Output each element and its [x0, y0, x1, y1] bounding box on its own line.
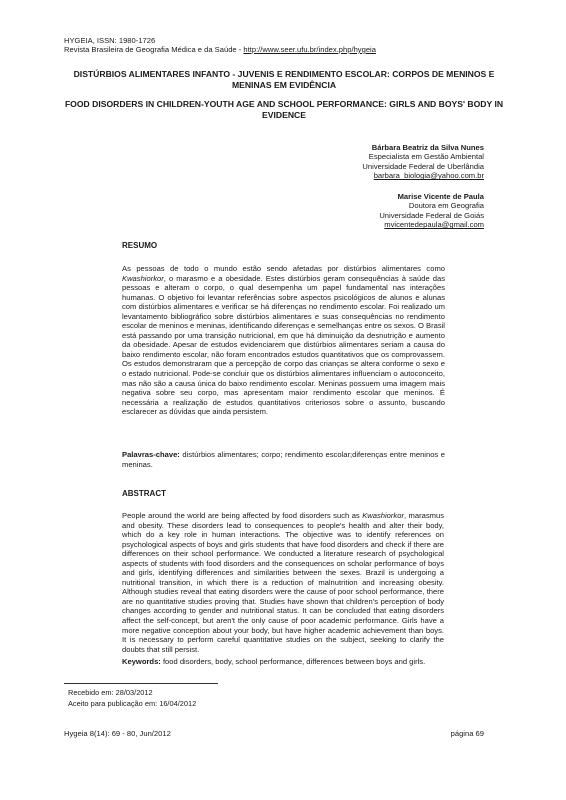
- resumo-keywords-text: distúrbios alimentares; corpo; rendimento escolar;diferenças entre meninos e meninas.: [122, 450, 445, 469]
- abstract-keywords: [122, 657, 444, 667]
- resumo-text-start: As pessoas de todo o mundo estão sendo afetadas por distúrbios alimentares como: [122, 264, 445, 273]
- author-role: Especialista em Gestão Ambiental: [368, 152, 484, 162]
- resumo-text-italic: Kwashiorkor: [122, 273, 164, 283]
- received-date: Recebido em: 28/03/2012: [68, 688, 153, 697]
- resumo-text-rest: , o marasmo e a obesidade. Estes distúrbios geram consequências à saúde das pessoas e alteram o corpo, o qual desempenha um papel fundamental nas interações humanas. O objetivo foi levantar referências sobre aspectos psicológicos de alunos e alunas com distúrbios alimentares e verificar se há diferenças no rendimento escolar. Foi realizado um levantamento bibliográfico sobre distúrbios alimentares e suas consequências no rendimento escolar de meninos e meninas, identificando diferenças e semelhanças entre os sexos. O Brasil está passando por uma transição nutricional, em que há diminuição da desnutrição e aumento da obesidade. Apesar de estudos evidenciarem que distúrbios alimentares seriam a causa do baixo rendimento escolar, não foram encontrados estudos quantitativos que os comprovassem. Os estudos demonstraram que a percepção de corpo das crianças se altera conforme o sexo e o estado nutricional. Pode-se concluir que os distúrbios alimentares influenciam o autoconceito, mas não são a causa única do baixo rendimento escolar. Meninas possuem uma imagem mais negativa sobre seu corpo, mas apresentam maior rendimento escolar que meninos. É necessária a realização de estudos quantitativos criteriosos sobre o assunto, buscando esclarecer as dúvidas que ainda persistem.: [122, 273, 445, 417]
- author-block-2: [379, 192, 484, 230]
- abstract-heading: ABSTRACT: [122, 489, 166, 498]
- abstract-keywords-text: food disorders, body, school performance, differences between boys and girls.: [160, 657, 426, 666]
- resumo-text: [122, 264, 445, 417]
- page-number: página 69: [450, 729, 484, 738]
- journal-name: Revista Brasileira de Geografia Médica e da Saúde -: [64, 45, 244, 54]
- journal-issn: HYGEIA, ISSN: 1980-1726: [64, 36, 156, 45]
- abstract-text-start: People around the world are being affected by food disorders such as: [122, 511, 363, 520]
- author-email-link[interactable]: barbara_biologia@yahoo.com.br: [373, 171, 484, 181]
- journal-line: [64, 45, 376, 55]
- author-name: Marise Vicente de Paula: [397, 192, 484, 201]
- author-email-link[interactable]: mvicentedepaula@gmail.com: [384, 220, 484, 230]
- author-block-1: [362, 143, 484, 181]
- abstract-text-rest: , marasmus and obesity. These disorders lead to consequences to people's health and alter their body, which do a key role in human interactions. The objective was to identify references on psychological aspects of boys and girls students that have food disorders and check if there are differences on their school performance. We conducted a literature research of psychological aspects of students with food disorders and the consequences on scholar performance of boys and girls, identifying differences and similarities between the sexes. Brazil is undergoing a nutritional transition, in which there is a reduction of malnutrition and increasing obesity. Although studies reveal that eating disorders were the cause of poor school performance, there are no quantitative studies proving that. Studies have shown that children's perception of body changes according to gender and nutritional status. It can be concluded that eating disorders affect the self-concept, but aren't the only cause of poor academic performance. Girls have a more negative conception about your body, but have higher academic achievement than boys. It is necessary to perform careful quantitative studies on the subject, seeking to clarify the doubts that still persist.: [122, 511, 444, 654]
- title-english: FOOD DISORDERS IN CHILDREN-YOUTH AGE AND SCHOOL PERFORMANCE: GIRLS AND BOYS' BODY IN EVIDENCE: [64, 99, 504, 120]
- accepted-date: Aceito para publicação em: 16/04/2012: [68, 699, 197, 708]
- abstract-text-italic: Kwashiorkor: [362, 511, 404, 520]
- abstract-keywords-label: Keywords:: [122, 657, 161, 666]
- title-portuguese: DISTÚRBIOS ALIMENTARES INFANTO - JUVENIS E RENDIMENTO ESCOLAR: CORPOS DE MENINOS E MENINAS EM EVIDÊNCIA: [73, 69, 495, 90]
- author-name: Bárbara Beatriz da Silva Nunes: [371, 143, 484, 152]
- author-institution: Universidade Federal de Goiás: [379, 210, 484, 220]
- abstract-text: [122, 511, 444, 654]
- footer-citation: Hygeia 8(14): 69 - 80, Jun/2012: [64, 729, 171, 738]
- author-institution: Universidade Federal de Uberlândia: [362, 161, 484, 171]
- resumo-keywords-label: Palavras-chave:: [122, 450, 180, 459]
- resumo-heading: RESUMO: [122, 241, 158, 250]
- resumo-keywords: [122, 450, 445, 469]
- journal-url-link[interactable]: http://www.seer.ufu.br/index.php/hygeia: [243, 45, 376, 54]
- author-role: Doutora em Geografia: [408, 201, 484, 211]
- footnote-rule: [64, 683, 218, 684]
